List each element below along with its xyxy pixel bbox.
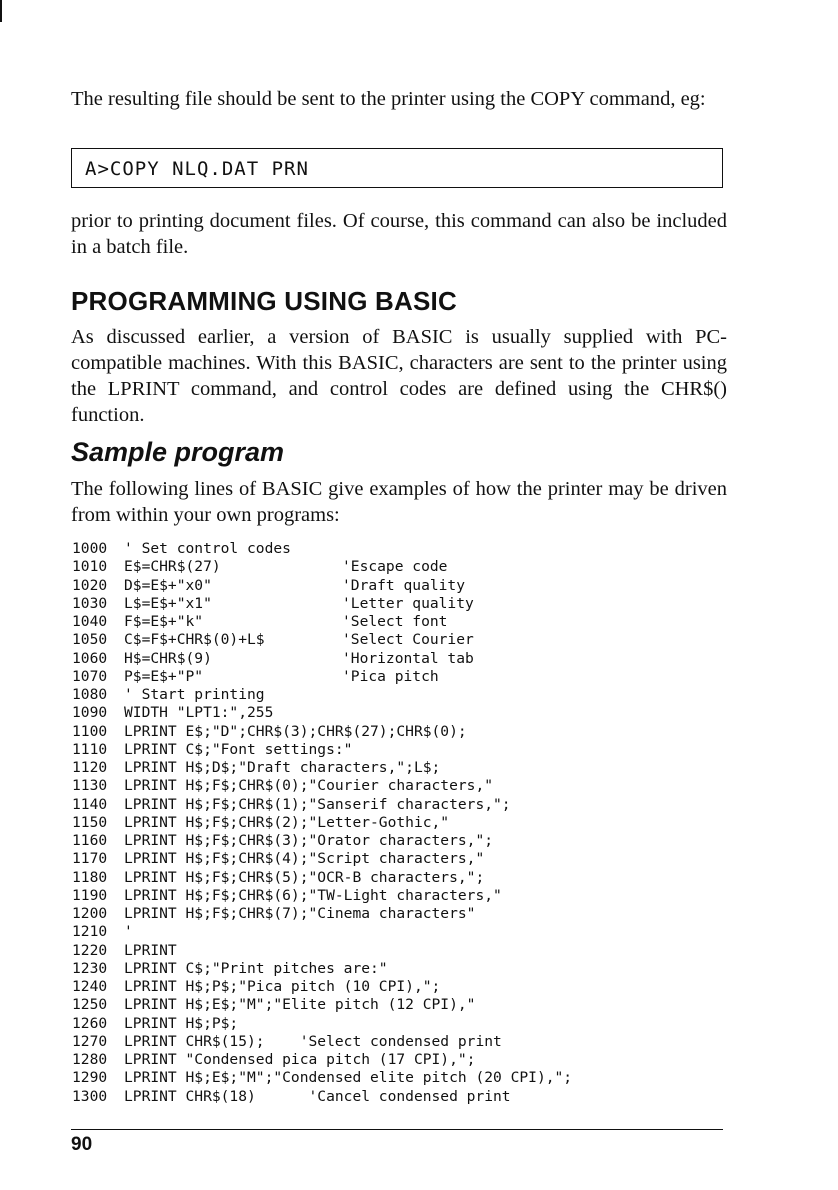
code-statement: C$=F$+CHR$(0)+L$ <box>124 631 265 649</box>
line-number: 1210 <box>72 923 108 941</box>
line-number: 1090 <box>72 704 108 722</box>
code-line <box>72 777 732 795</box>
line-number: 1150 <box>72 813 108 831</box>
line-number: 1290 <box>72 1069 108 1087</box>
line-number: 1180 <box>72 868 108 886</box>
code-line <box>72 796 732 814</box>
code-statement: LPRINT C$;"Print pitches are:" <box>124 959 388 977</box>
after-box-paragraph: prior to printing document files. Of course, this command can also be included in a batch file. <box>71 210 727 258</box>
code-statement: LPRINT H$;F$;CHR$(0);"Courier characters," <box>124 777 494 795</box>
code-statement: LPRINT E$;"D";CHR$(3);CHR$(27);CHR$(0); <box>124 722 467 740</box>
line-number: 1100 <box>72 722 108 740</box>
code-statement: LPRINT CHR$(18) 'Cancel condensed print <box>124 1087 511 1105</box>
line-number: 1240 <box>72 978 108 995</box>
code-line <box>72 1069 732 1087</box>
code-statement: H$=CHR$(9) <box>124 649 212 667</box>
code-statement: L$=E$+"x1" <box>124 594 212 612</box>
code-line <box>72 814 732 832</box>
code-line <box>72 1033 732 1051</box>
line-number: 1300 <box>72 1087 108 1105</box>
code-line <box>72 741 732 759</box>
subsection-body: The following lines of BASIC give examples of how the printer may be driven from within your own programs: <box>71 478 727 526</box>
code-statement: LPRINT H$;P$; <box>124 1014 239 1032</box>
line-number: 1010 <box>72 558 108 576</box>
line-number: 1120 <box>72 759 108 776</box>
code-statement: LPRINT H$;F$;CHR$(2);"Letter-Gothic," <box>124 813 450 831</box>
code-comment: 'Escape code <box>342 558 448 576</box>
code-line <box>72 923 732 941</box>
code-line <box>72 704 732 722</box>
code-statement: E$=CHR$(27) <box>124 558 221 576</box>
code-line <box>72 595 732 613</box>
line-number: 1130 <box>72 777 108 795</box>
code-line <box>72 631 732 649</box>
code-comment: 'Pica pitch <box>342 667 439 685</box>
line-number: 1070 <box>72 667 108 685</box>
line-number: 1260 <box>72 1014 108 1032</box>
line-number: 1160 <box>72 832 108 849</box>
code-statement: P$=E$+"P" <box>124 667 204 685</box>
line-number: 1140 <box>72 795 108 813</box>
section-heading: PROGRAMMING USING BASIC <box>71 286 457 316</box>
code-statement: LPRINT H$;F$;CHR$(7);"Cinema characters" <box>124 905 476 922</box>
code-statement: ' Set control codes <box>124 540 291 557</box>
code-comment: 'Select font <box>342 613 448 630</box>
code-statement: D$=E$+"x0" <box>124 576 212 594</box>
code-line <box>72 540 732 558</box>
command-box <box>71 148 723 188</box>
line-number: 1250 <box>72 996 108 1014</box>
line-number: 1200 <box>72 905 108 922</box>
code-line <box>72 869 732 887</box>
code-statement: LPRINT C$;"Font settings:" <box>124 740 353 758</box>
page-number: 90 <box>71 1134 93 1155</box>
footer-rule <box>71 1129 723 1130</box>
code-statement: LPRINT "Condensed pica pitch (17 CPI),"; <box>124 1051 476 1068</box>
code-statement: ' <box>124 923 133 941</box>
code-line <box>72 960 732 978</box>
subsection-heading: Sample program <box>71 437 285 467</box>
line-number: 1190 <box>72 886 108 904</box>
line-number: 1270 <box>72 1032 108 1050</box>
code-listing <box>72 540 732 1106</box>
line-number: 1170 <box>72 850 108 868</box>
code-statement: LPRINT H$;F$;CHR$(5);"OCR-B characters,"; <box>124 868 485 886</box>
code-comment: 'Letter quality <box>342 594 474 612</box>
code-statement: WIDTH "LPT1:",255 <box>124 704 274 722</box>
code-line <box>72 887 732 905</box>
code-line <box>72 613 732 631</box>
code-statement: ' Start printing <box>124 686 265 703</box>
code-statement: F$=E$+"k" <box>124 613 204 630</box>
code-comment: 'Horizontal tab <box>342 649 474 667</box>
code-line <box>72 1088 732 1106</box>
line-number: 1220 <box>72 941 108 959</box>
code-line <box>72 905 732 923</box>
command-text: A>COPY NLQ.DAT PRN <box>85 158 309 180</box>
code-statement: LPRINT H$;P$;"Pica pitch (10 CPI),"; <box>124 978 441 995</box>
code-comment: 'Draft quality <box>342 576 466 594</box>
code-statement: LPRINT H$;F$;CHR$(1);"Sanserif characters,"; <box>124 795 511 813</box>
line-number: 1050 <box>72 631 108 649</box>
code-statement: LPRINT H$;E$;"M";"Condensed elite pitch (20 CPI),"; <box>124 1069 573 1087</box>
code-line <box>72 1015 732 1033</box>
line-number: 1060 <box>72 649 108 667</box>
code-line <box>72 996 732 1014</box>
code-statement: LPRINT <box>124 941 177 959</box>
intro-paragraph: The resulting file should be sent to the printer using the COPY command, eg: <box>71 88 706 110</box>
code-statement: LPRINT H$;F$;CHR$(6);"TW-Light characters," <box>124 886 502 904</box>
code-line <box>72 978 732 996</box>
code-statement: LPRINT H$;F$;CHR$(4);"Script characters," <box>124 850 485 868</box>
code-statement: LPRINT CHR$(15); 'Select condensed print <box>124 1032 502 1050</box>
code-line <box>72 686 732 704</box>
code-line <box>72 577 732 595</box>
line-number: 1080 <box>72 686 108 703</box>
code-statement: LPRINT H$;D$;"Draft characters,";L$; <box>124 759 441 776</box>
code-line <box>72 850 732 868</box>
code-line <box>72 759 732 777</box>
code-line <box>72 723 732 741</box>
section-body: As discussed earlier, a version of BASIC is usually supplied with PC-compatible machines. With this BASIC, characters are sent to the printer using the LPRINT command, and control codes are defined using the CHR$() function. <box>71 326 727 426</box>
line-number: 1280 <box>72 1051 108 1068</box>
code-line <box>72 942 732 960</box>
line-number: 1110 <box>72 740 108 758</box>
code-comment: 'Select Courier <box>342 631 474 649</box>
code-statement: LPRINT H$;E$;"M";"Elite pitch (12 CPI)," <box>124 996 476 1014</box>
code-line <box>72 558 732 576</box>
code-line <box>72 1051 732 1069</box>
scan-edge-mark <box>0 0 2 22</box>
line-number: 1000 <box>72 540 108 557</box>
code-line <box>72 650 732 668</box>
code-statement: LPRINT H$;F$;CHR$(3);"Orator characters,"; <box>124 832 494 849</box>
line-number: 1020 <box>72 576 108 594</box>
line-number: 1030 <box>72 594 108 612</box>
line-number: 1040 <box>72 613 108 630</box>
line-number: 1230 <box>72 959 108 977</box>
code-line <box>72 832 732 850</box>
code-line <box>72 668 732 686</box>
